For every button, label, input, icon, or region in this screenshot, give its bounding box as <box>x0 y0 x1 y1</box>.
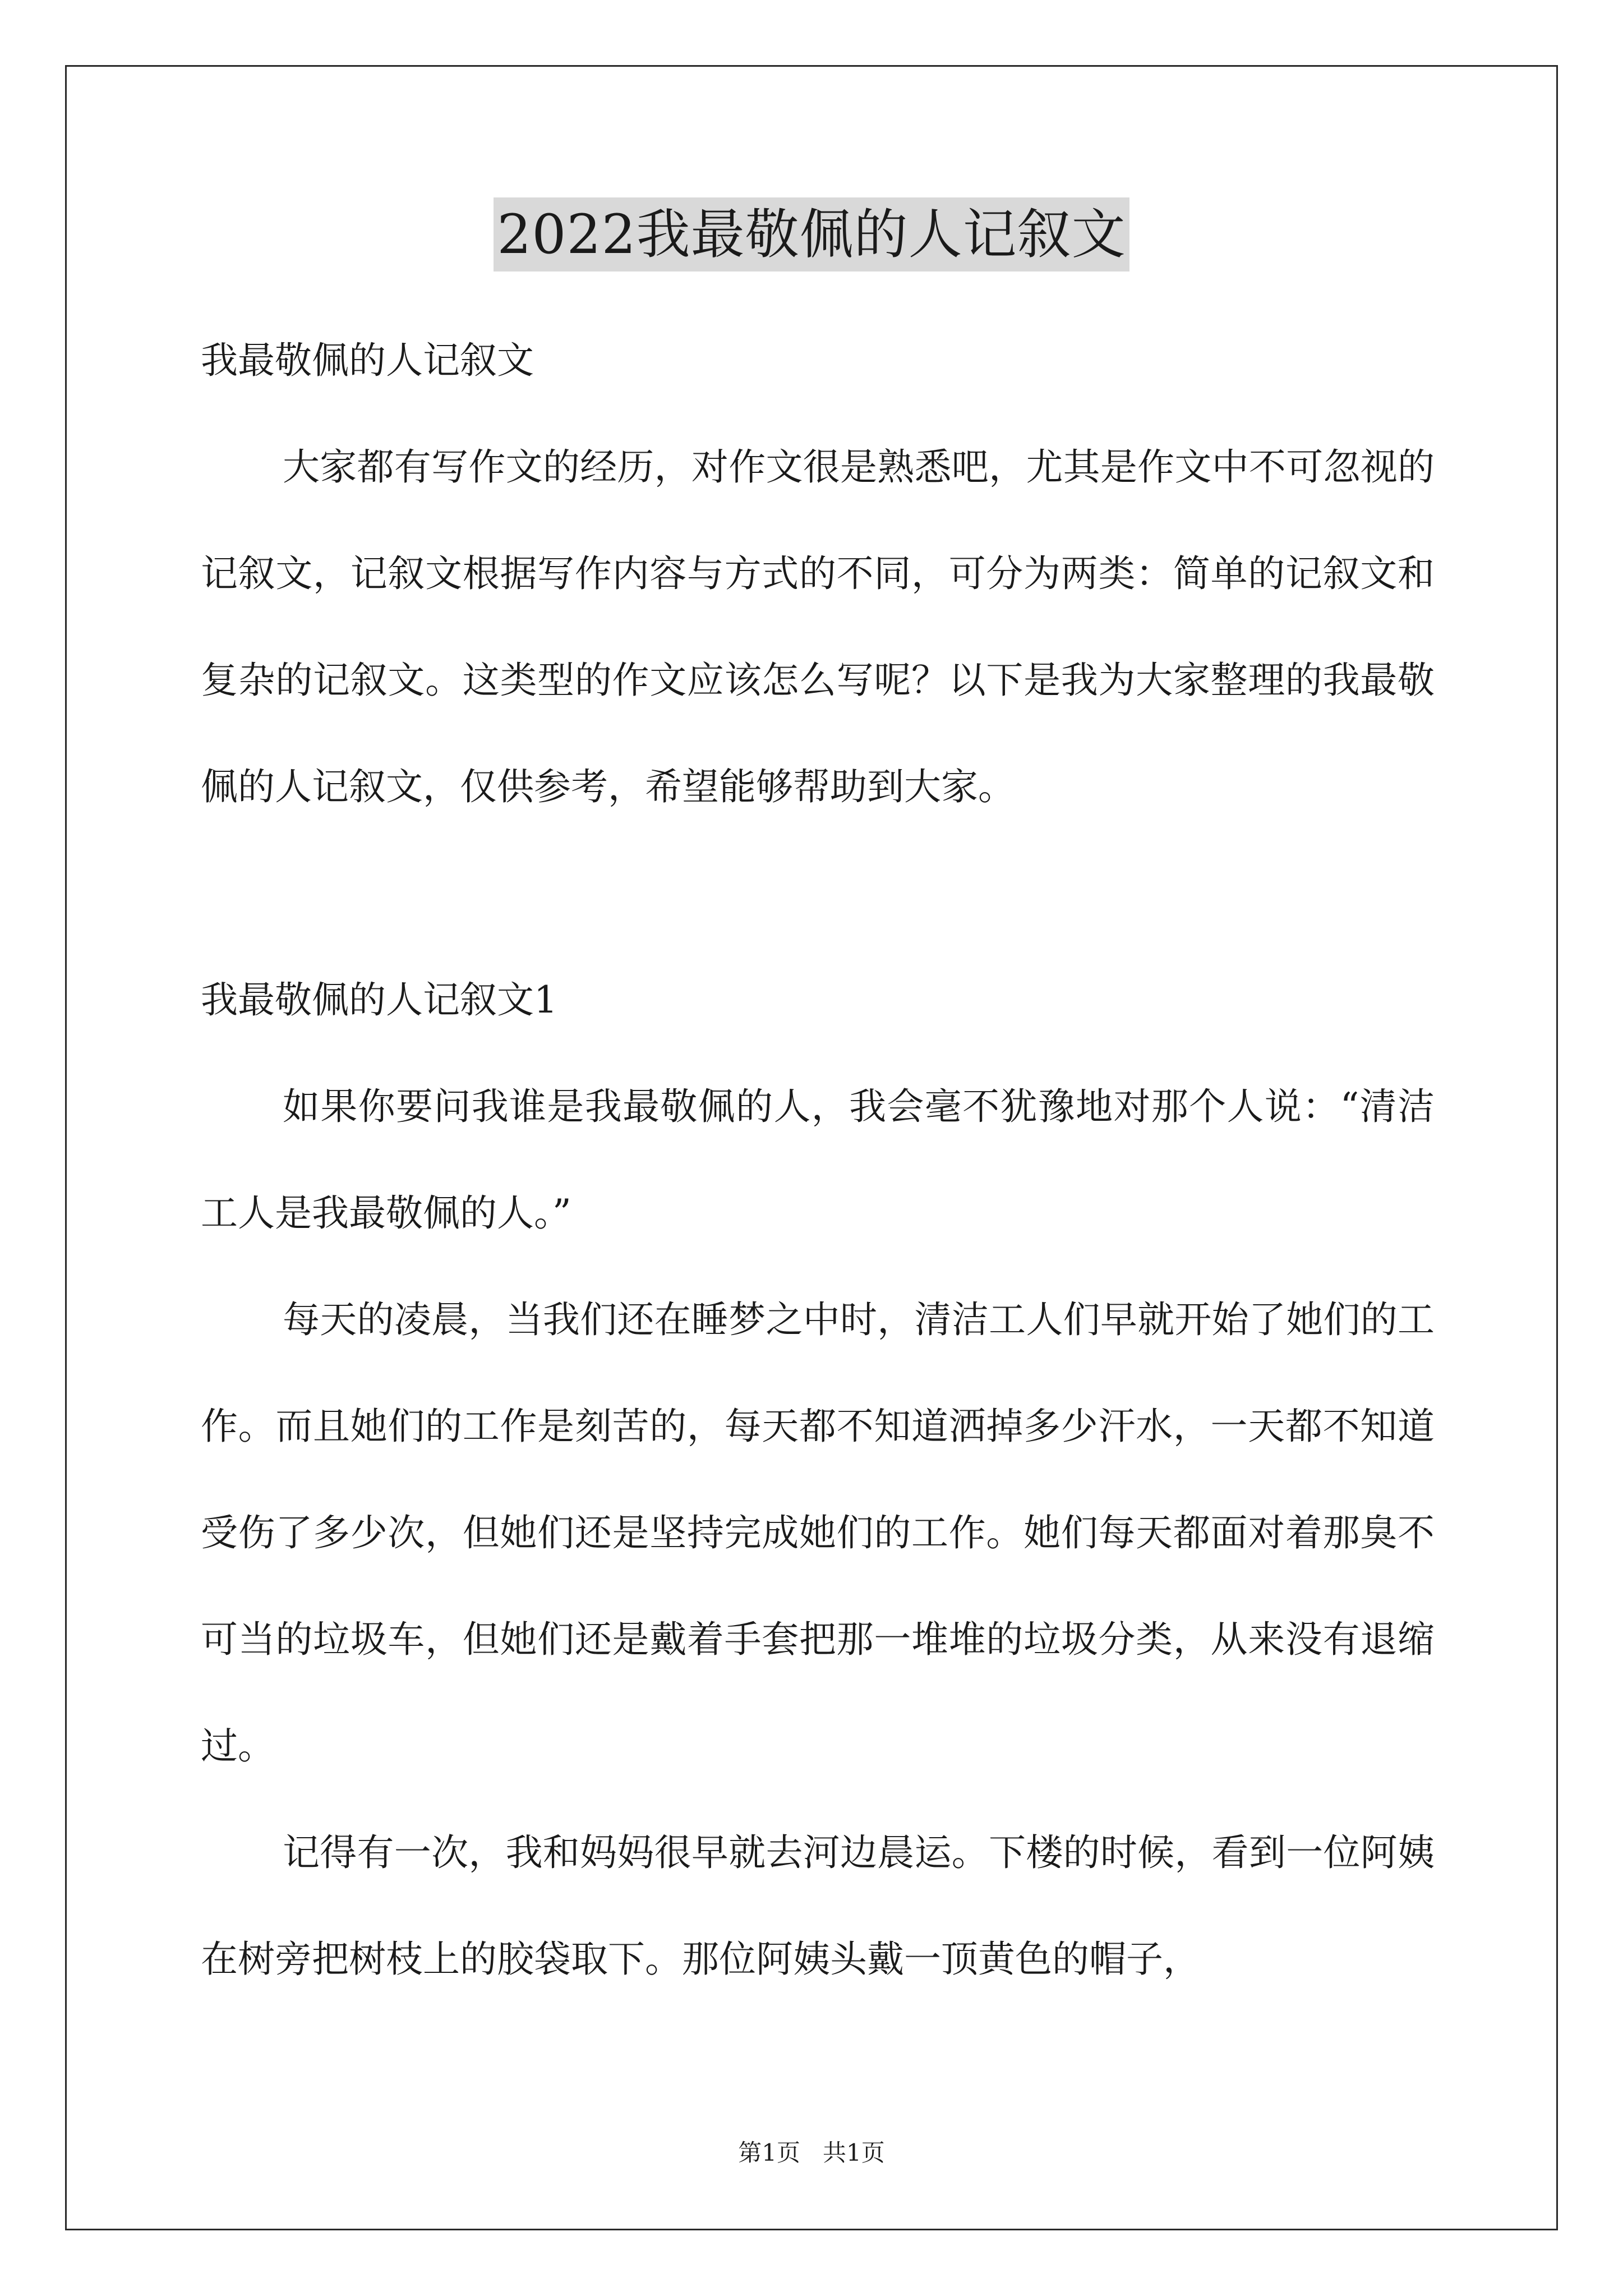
document-title: 2022我最敬佩的人记叙文 <box>494 197 1129 272</box>
paragraph-essay-1-memory: 记得有一次，我和妈妈很早就去河边晨运。下楼的时候，看到一位阿姨在树旁把树枝上的胶袋取下。那位阿姨头戴一顶黄色的帽子， <box>201 1831 1435 1981</box>
paragraph-heading-essay-1: 我最敬佩的人记叙文1 <box>201 978 557 1022</box>
paragraph-essay-1-opening: 如果你要问我谁是我最敬佩的人，我会毫不犹豫地对那个人说：“清洁工人是我最敬佩的人。” <box>201 1085 1435 1235</box>
document-body <box>201 307 1435 2013</box>
title-container <box>0 197 1623 272</box>
page-footer: 第1页 共1页 <box>738 2139 885 2166</box>
paragraph-essay-1-workers: 每天的凌晨，当我们还在睡梦之中时，清洁工人们早就开始了她们的工作。而且她们的工作是刻苦的，每天都不知道洒掉多少汗水，一天都不知道受伤了多少次，但她们还是坚持完成她们的工作。她们每天都面对着那臭不可当的垃圾车，但她们还是戴着手套把那一堆堆的垃圾分类，从来没有退缩过。 <box>201 1298 1435 1768</box>
paragraph-heading-intro: 我最敬佩的人记叙文 <box>201 339 534 382</box>
paragraph-intro: 大家都有写作文的经历，对作文很是熟悉吧，尤其是作文中不可忽视的记叙文，记叙文根据写作内容与方式的不同，可分为两类：简单的记叙文和复杂的记叙文。这类型的作文应该怎么写呢？以下是我为大家整理的我最敬佩的人记叙文，仅供参考，希望能够帮助到大家。 <box>201 445 1435 808</box>
